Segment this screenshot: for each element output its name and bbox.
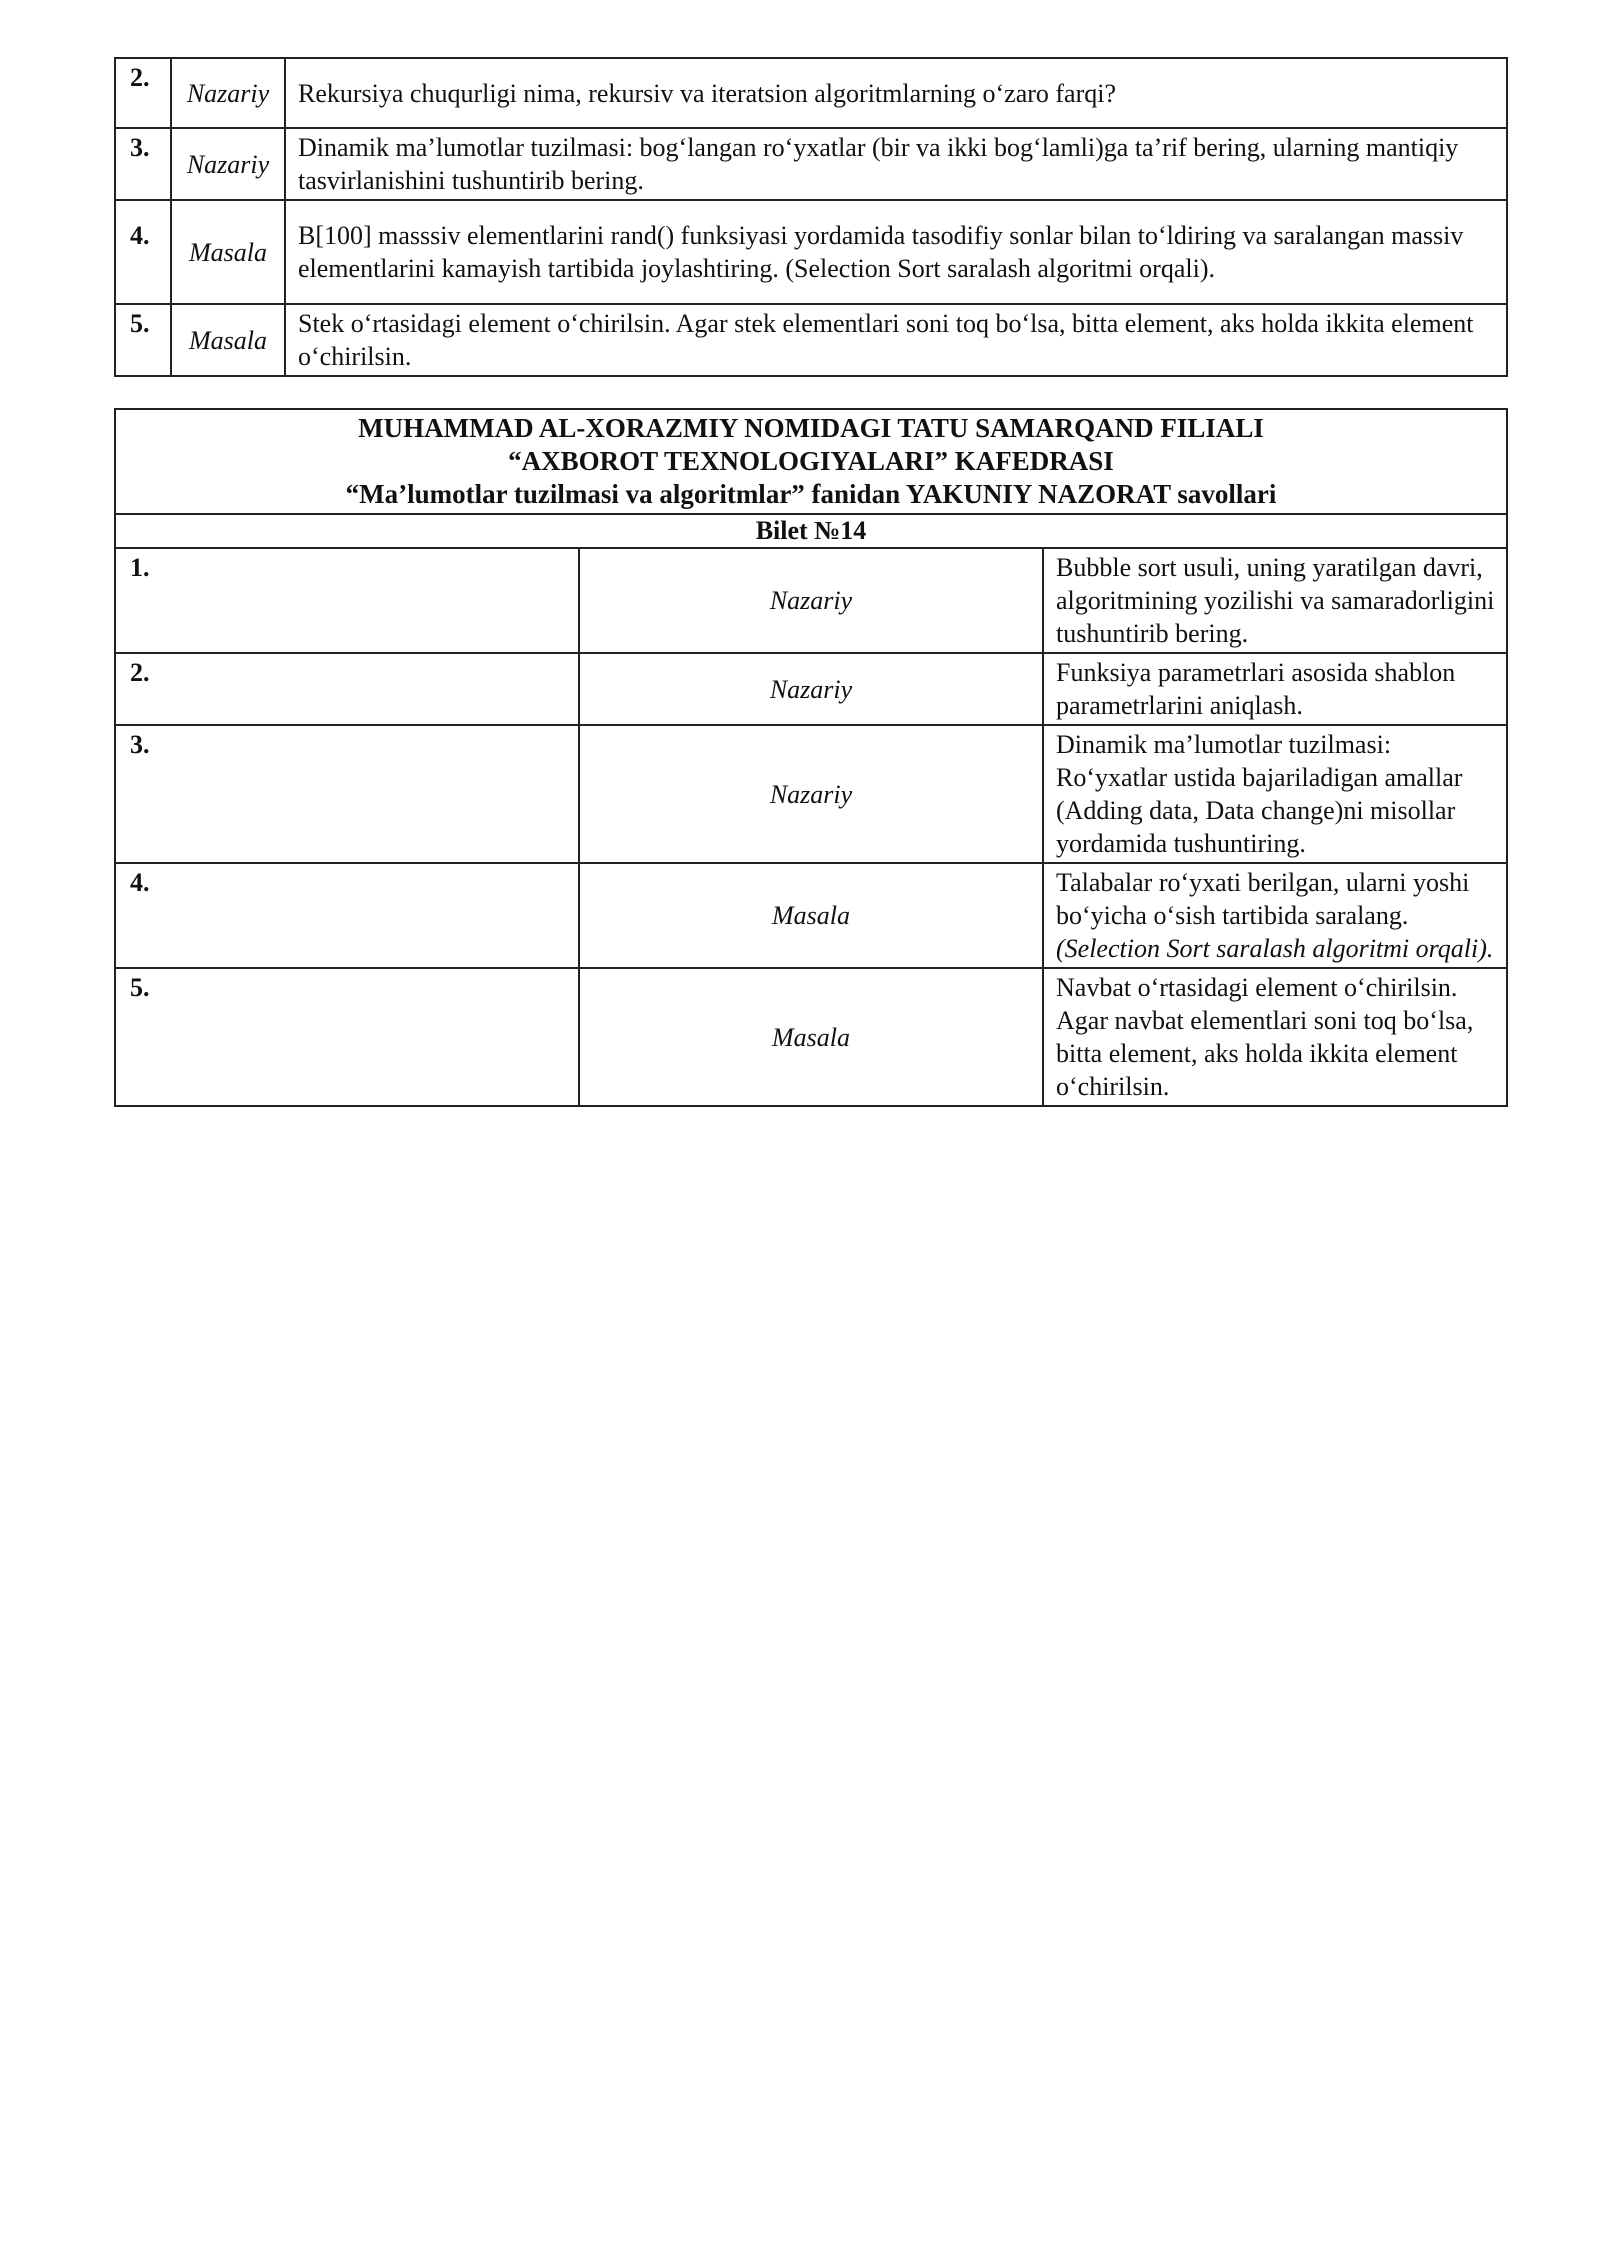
question-number: 3. (115, 725, 579, 863)
table-row (115, 863, 1507, 968)
table-row (115, 725, 1507, 863)
question-table-previous (114, 57, 1508, 377)
question-text: Funksiya parametrlari asosida shablon parametrlarini aniqlash. (1043, 653, 1507, 725)
question-type: Masala (579, 863, 1043, 968)
question-number: 5. (115, 304, 171, 376)
question-text-italic: (Selection Sort saralash algoritmi orqali). (1056, 934, 1494, 963)
table-row (115, 304, 1507, 376)
question-text: Navbat o‘rtasidagi element o‘chirilsin. Agar navbat elementlari soni toq bo‘lsa, bitta element, aks holda ikkita element o‘chirilsin. (1043, 968, 1507, 1106)
question-type: Nazariy (579, 725, 1043, 863)
table-row (115, 200, 1507, 304)
question-number: 2. (115, 58, 171, 128)
question-text: Rekursiya chuqurligi nima, rekursiv va iteratsion algoritmlarning o‘zaro farqi? (285, 58, 1507, 128)
university-name: MUHAMMAD AL-XORAZMIY NOMIDAGI TATU SAMARQAND FILIALI (358, 413, 1264, 443)
table-row (115, 128, 1507, 200)
question-type: Masala (579, 968, 1043, 1106)
question-number: 4. (115, 200, 171, 304)
table-row (115, 968, 1507, 1106)
question-text: Stek o‘rtasidagi element o‘chirilsin. Agar stek elementlari soni toq bo‘lsa, bitta element, aks holda ikkita element o‘chirilsin. (285, 304, 1507, 376)
question-number: 5. (115, 968, 579, 1106)
question-type: Nazariy (579, 653, 1043, 725)
table-row (115, 58, 1507, 128)
ticket-number: Bilet №14 (115, 514, 1507, 548)
question-text: B[100] masssiv elementlarini rand() funksiyasi yordamida tasodifiy sonlar bilan to‘ldiring va saralangan massiv elementlarini kamayish tartibida joylashtiring. (Selection Sort saralash algoritmi orqali). (285, 200, 1507, 304)
table-row (115, 653, 1507, 725)
question-text: Dinamik ma’lumotlar tuzilmasi: bog‘langan ro‘yxatlar (bir va ikki bog‘lamli)ga ta’rif bering, ularning mantiqiy tasvirlanishini tushuntirib bering. (285, 128, 1507, 200)
question-text: Dinamik ma’lumotlar tuzilmasi: Ro‘yxatlar ustida bajariladigan amallar (Adding data, Data change)ni misollar yordamida tushuntiring. (1043, 725, 1507, 863)
question-type: Masala (171, 304, 285, 376)
course-title: “Ma’lumotlar tuzilmasi va algoritmlar” fanidan YAKUNIY NAZORAT savollari (345, 479, 1277, 509)
table-row (115, 548, 1507, 653)
question-text (1043, 863, 1507, 968)
question-type: Nazariy (171, 128, 285, 200)
question-type: Masala (171, 200, 285, 304)
header-row (115, 409, 1507, 514)
question-number: 2. (115, 653, 579, 725)
department-name: “AXBOROT TEXNOLOGIYALARI” KAFEDRASI (508, 446, 1114, 476)
question-number: 1. (115, 548, 579, 653)
question-text-main: Talabalar ro‘yxati berilgan, ularni yoshi bo‘yicha o‘sish tartibida saralang. (1056, 868, 1470, 930)
ticket-row (115, 514, 1507, 548)
question-text: Bubble sort usuli, uning yaratilgan davri, algoritmining yozilishi va samaradorligini tushuntirib bering. (1043, 548, 1507, 653)
question-table-ticket-14 (114, 408, 1508, 1107)
question-type: Nazariy (171, 58, 285, 128)
question-number: 3. (115, 128, 171, 200)
question-type: Nazariy (579, 548, 1043, 653)
document-header (115, 409, 1507, 514)
question-number: 4. (115, 863, 579, 968)
